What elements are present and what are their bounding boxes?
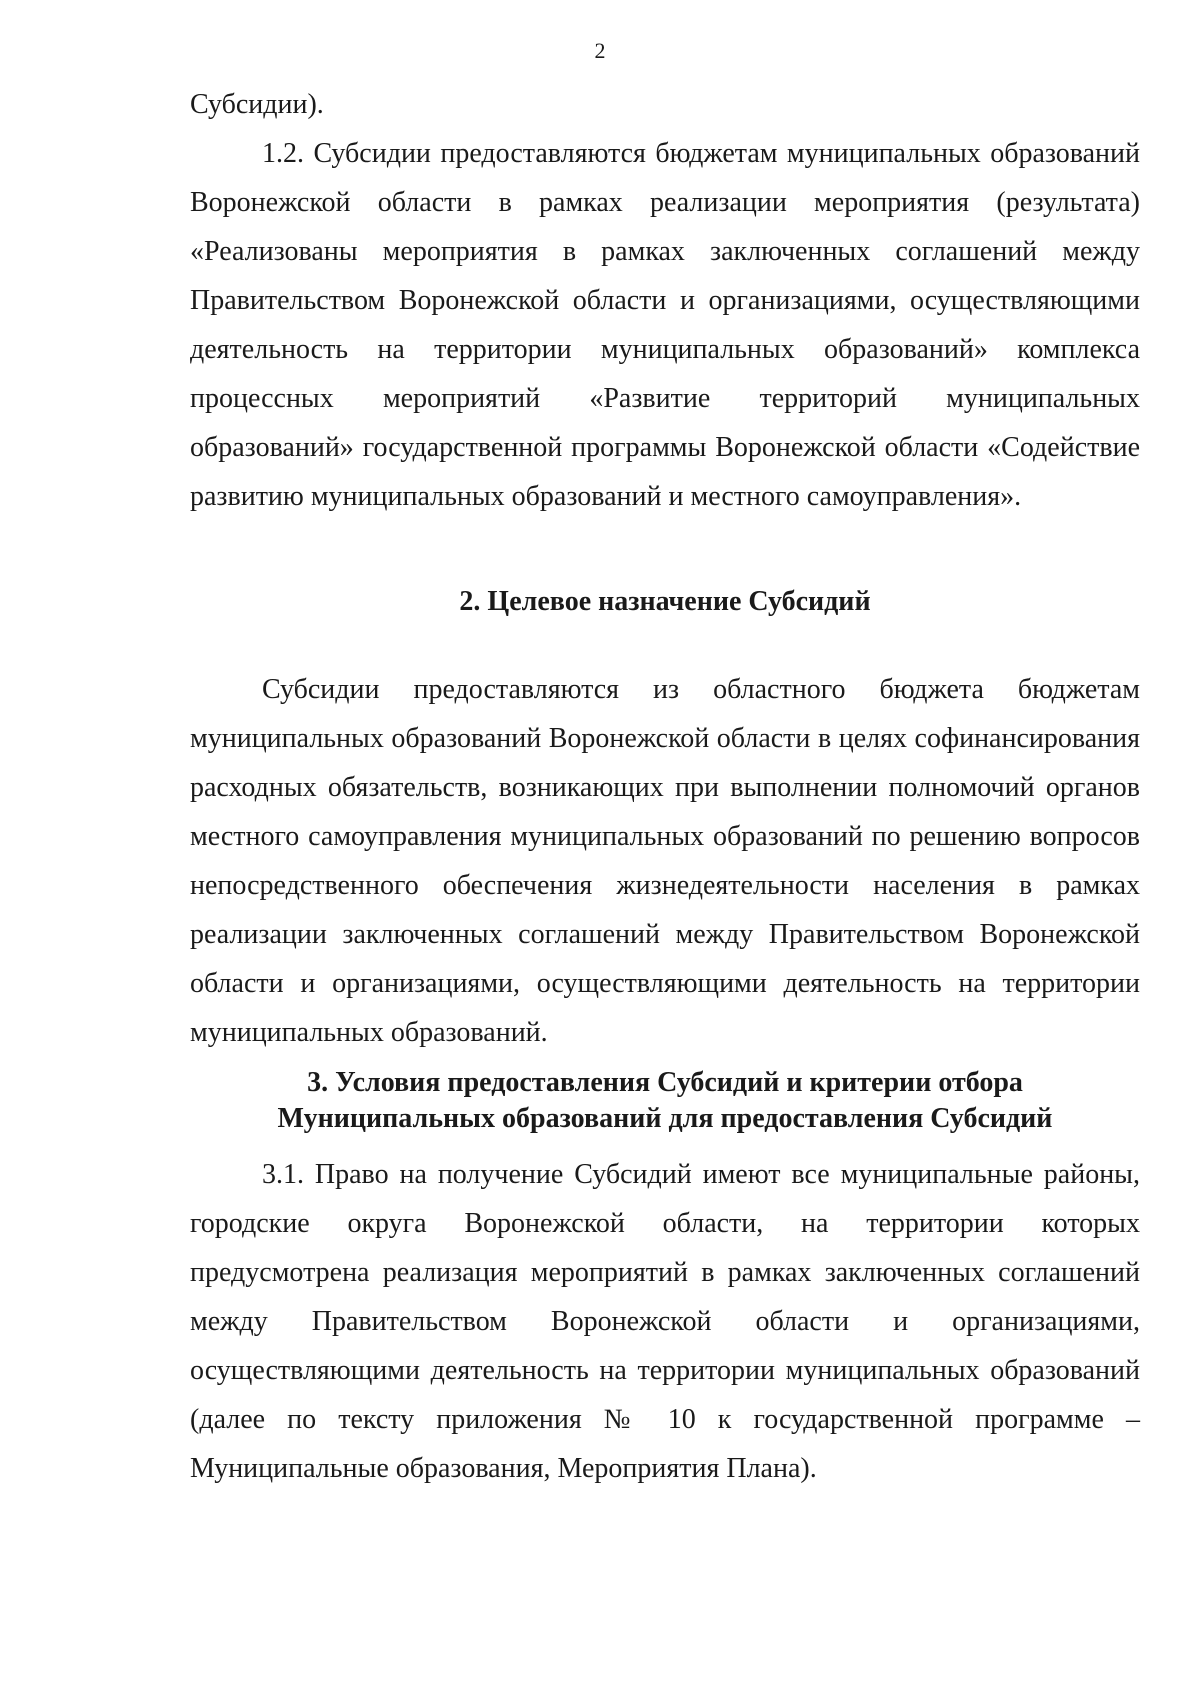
section-3-body [190, 1150, 1140, 1493]
carry-over-text: Субсидии). [190, 89, 324, 120]
section-1-body [190, 80, 1140, 521]
page-number: 2 [594, 38, 606, 63]
section-3-heading-line-2: Муниципальных образований для предоставления Субсидий [277, 1103, 1053, 1134]
paragraph-3-1: 3.1. Право на получение Субсидий имеют все муниципальные районы, городские округа Воронежской области, на территории которых предусмотрена реализация мероприятий в рамках заключенных соглашений между Правительством Воронежской области и организациями, осуществляющими деятельность на территории муниципальных образований (далее по тексту приложения № 10 к государственной программе – Муниципальные образования, Мероприятия Плана). [190, 1159, 1140, 1484]
section-2-paragraph: Субсидии предоставляются из областного бюджета бюджетам муниципальных образований Воронежской области в целях софинансирования расходных обязательств, возникающих при выполнении полномочий органов местного самоуправления муниципальных образований по решению вопросов непосредственного обеспечения жизнедеятельности населения в рамках реализации заключенных соглашений между Правительством Воронежской области и организациями, осуществляющими деятельность на территории муниципальных образований. [190, 674, 1140, 1048]
paragraph-1-2: 1.2. Субсидии предоставляются бюджетам муниципальных образований Воронежской области в рамках реализации мероприятия (результата) «Реализованы мероприятия в рамках заключенных соглашений между Правительством Воронежской области и организациями, осуществляющими деятельность на территории муниципальных образований» комплекса процессных мероприятий «Развитие территорий муниципальных образований» государственной программы Воронежской области «Содействие развитию муниципальных образований и местного самоуправления». [190, 138, 1140, 512]
section-3-heading [190, 1065, 1140, 1137]
section-2-heading: 2. Целевое назначение Субсидий [459, 586, 871, 617]
section-3-heading-line-1: 3. Условия предоставления Субсидий и критерии отбора [307, 1067, 1023, 1098]
section-2-body [190, 665, 1140, 1057]
